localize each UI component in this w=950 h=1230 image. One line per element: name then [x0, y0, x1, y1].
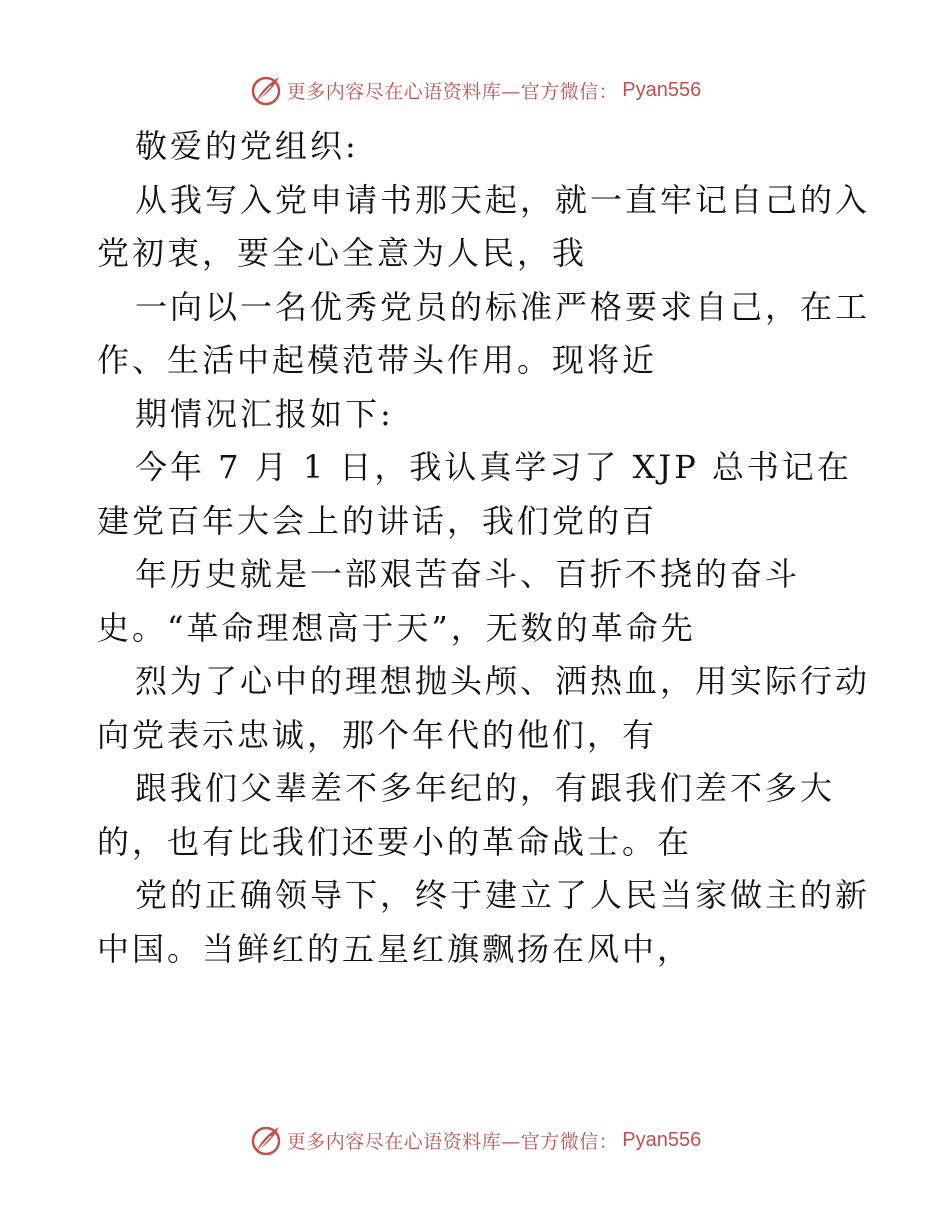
- text-line: 向党表示忠诚，那个年代的他们，有: [97, 715, 658, 754]
- text-line: 作、生活中起模范带头作用。现将近: [97, 341, 658, 379]
- text-line: 党的正确领导下，终于建立了人民当家做主的新: [135, 876, 871, 914]
- feather-pen-logo-icon: [249, 1123, 283, 1157]
- text-line: 烈为了心中的理想抛头颅、洒热血，用实际行动: [135, 662, 871, 700]
- text-line: 一向以一名优秀党员的标准严格要求自己，在工: [135, 287, 871, 326]
- text-line: 的，也有比我们还要小的革命战士。在: [97, 822, 693, 861]
- text-line: 年历史就是一部艰苦奋斗、百折不挠的奋斗: [135, 555, 801, 593]
- document-body: [97, 120, 877, 976]
- text-line: 跟我们父辈差不多年纪的，有跟我们差不多大: [135, 769, 836, 807]
- text-line: 从我写入党申请书那天起，就一直牢记自己的入: [135, 180, 871, 219]
- banner-text: 更多内容尽在心语资料库—官方微信：: [286, 1130, 619, 1153]
- text-line: 党初衷，要全心全意为人民，我: [97, 234, 588, 272]
- banner-text: 更多内容尽在心语资料库—官方微信：: [286, 80, 619, 103]
- header-watermark-banner: [0, 70, 950, 110]
- banner-wechat-id: Pyan556: [622, 1128, 702, 1151]
- text-line: 今年 7 月 1 日，我认真学习了 XJP 总书记在: [135, 448, 852, 486]
- text-line: 敬爱的党组织:: [135, 127, 359, 165]
- text-line: 史。“革命理想高于天”，无数的革命先: [97, 608, 696, 647]
- footer-watermark-banner: [0, 1120, 950, 1160]
- text-line: 中国。当鲜红的五星红旗飘扬在风中，: [97, 929, 693, 968]
- text-line: 建党百年大会上的讲话，我们党的百: [97, 501, 658, 540]
- text-line: 期情况汇报如下:: [135, 394, 394, 433]
- feather-pen-logo-icon: [249, 73, 283, 107]
- banner-wechat-id: Pyan556: [622, 78, 702, 101]
